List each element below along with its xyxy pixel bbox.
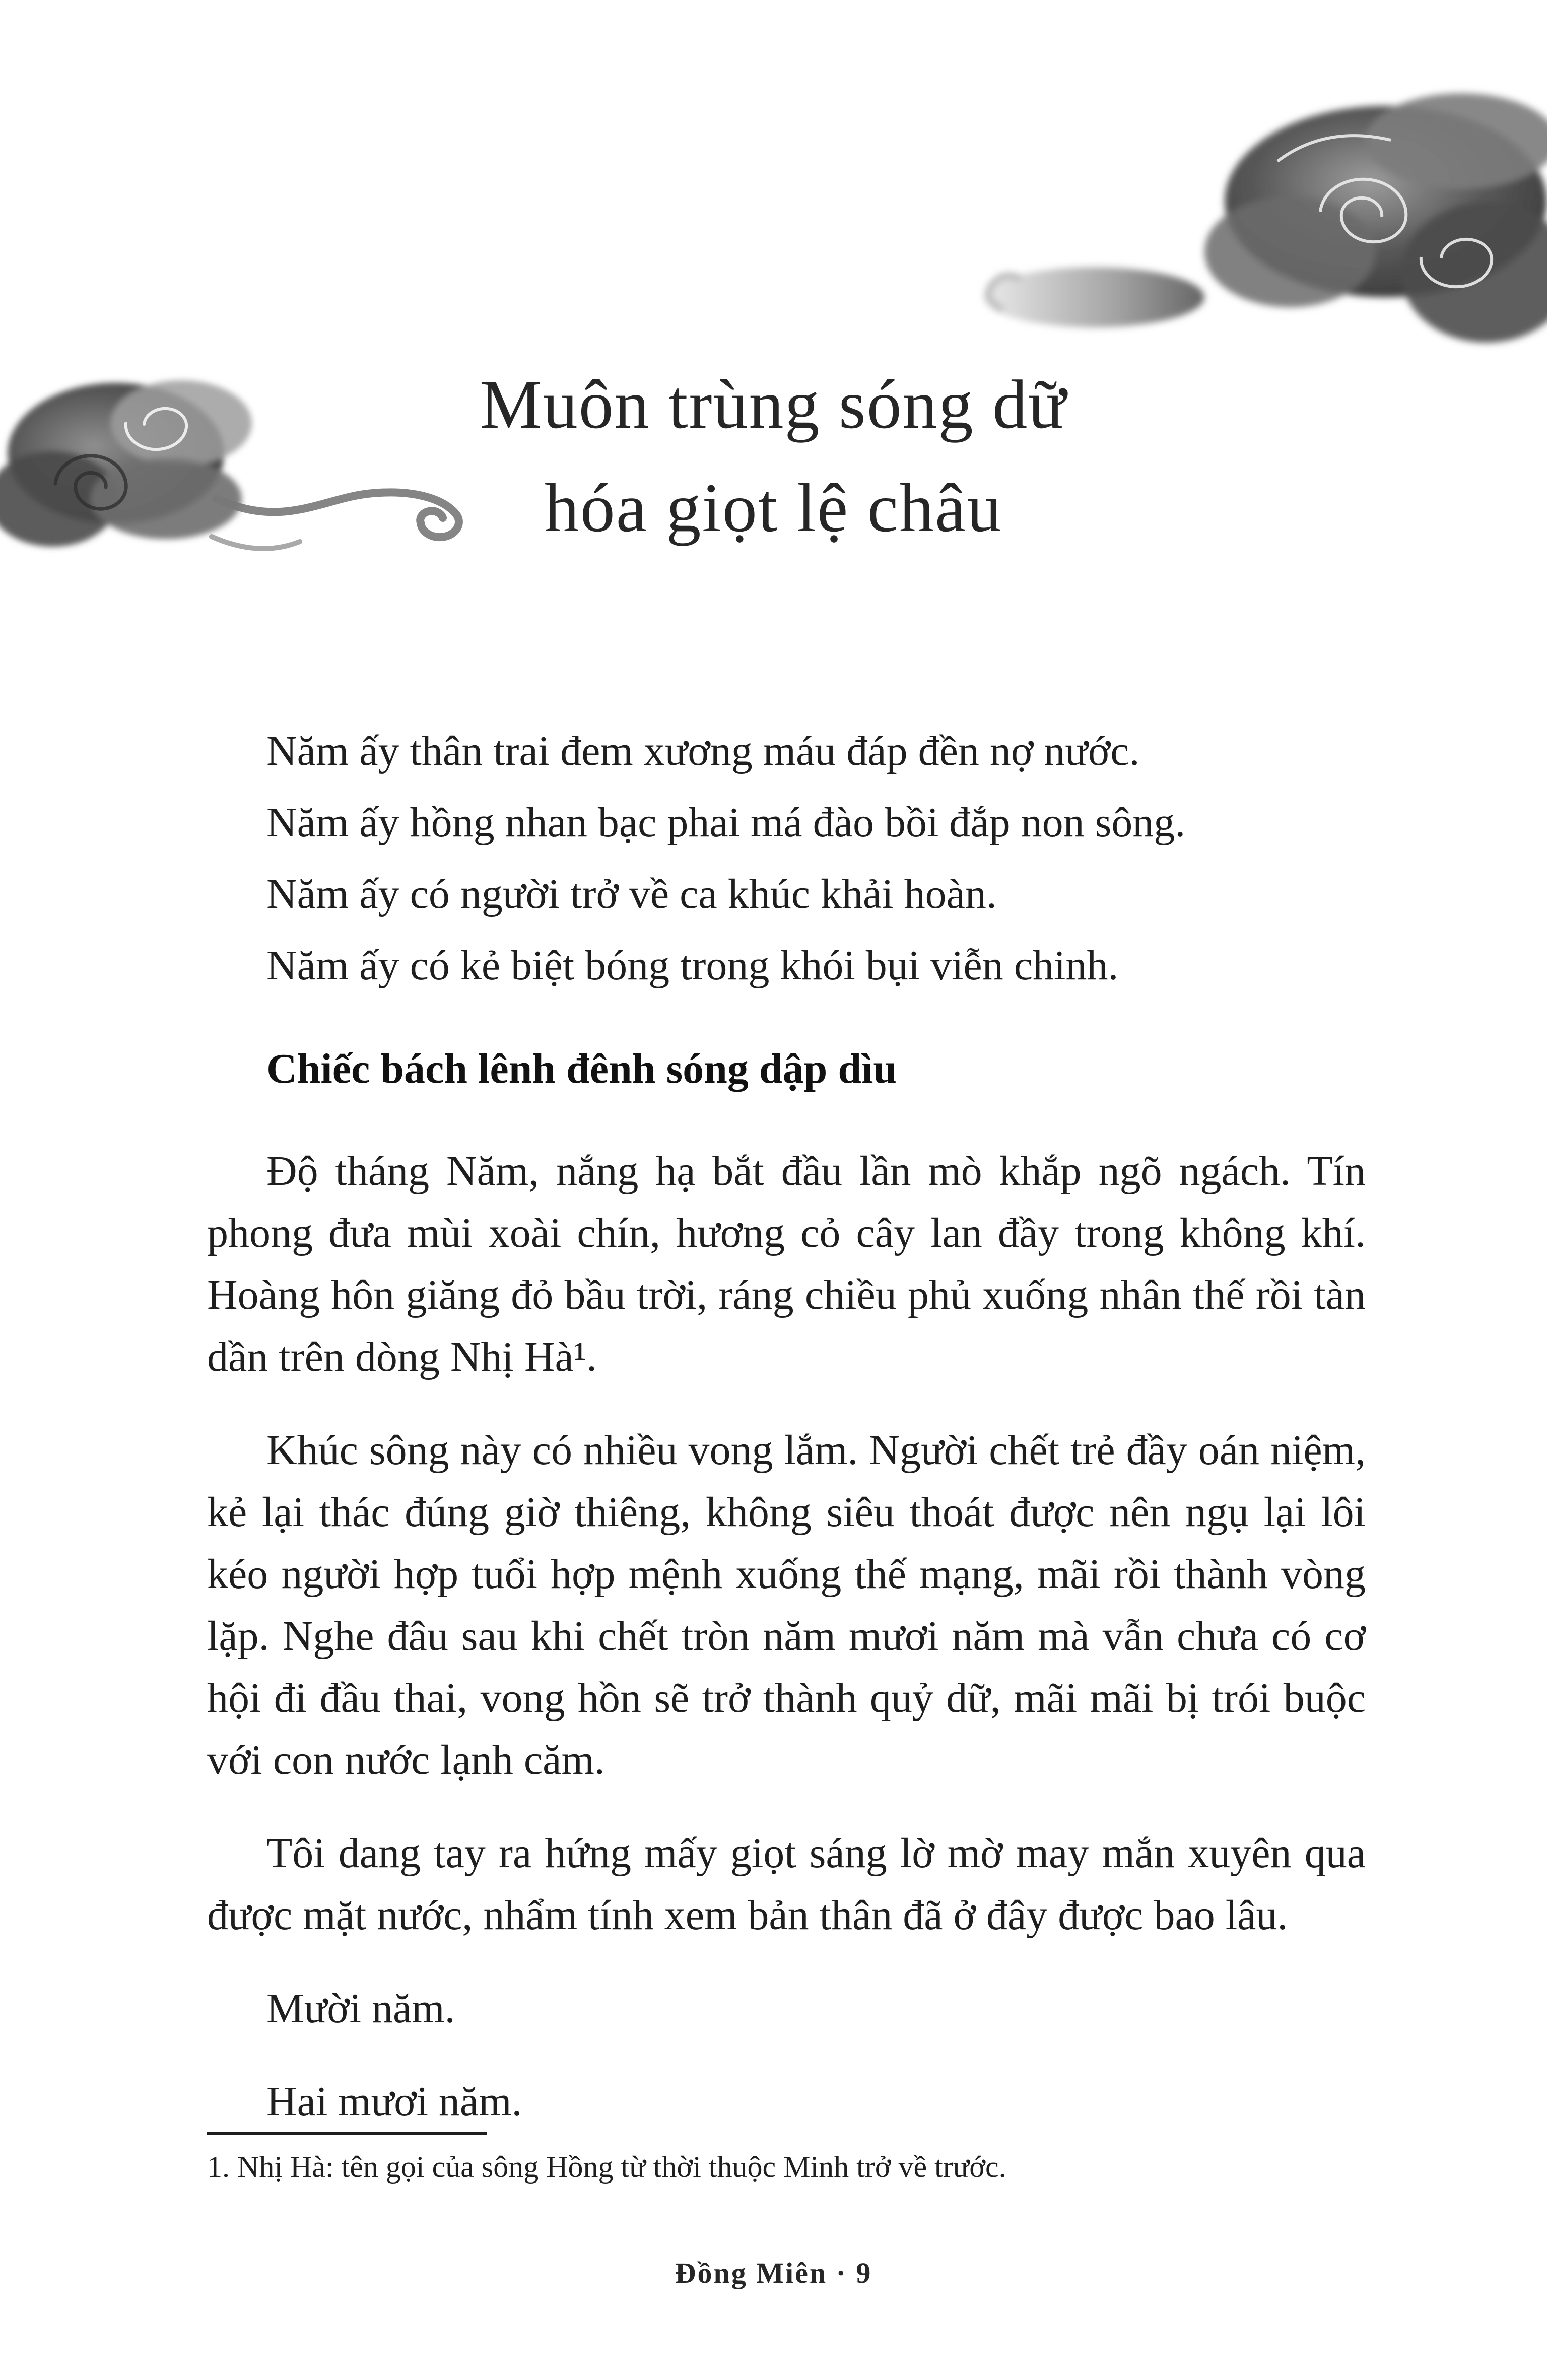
paragraph: Tôi dang tay ra hứng mấy giọt sáng lờ mờ may mắn xuyên qua được mặt nước, nhẩm tính xem bản thân đã ở đây được bao lâu. [207, 1830, 1366, 1939]
paragraph: Khúc sông này có nhiều vong lắm. Người chết trẻ đầy oán niệm, kẻ lại thác đúng giờ thiêng, không siêu thoát được nên ngụ lại lôi kéo người hợp tuổi hợp mệnh xuống thế mạng, mãi rồi thành vòng lặp. Nghe đâu sau khi chết tròn năm mươi năm mà vẫn chưa có cơ hội đi đầu thai, vong hồn sẽ trở thành quỷ dữ, mãi mãi bị trói buộc với con nước lạnh căm. [207, 1427, 1366, 1783]
page-content [207, 715, 1366, 2133]
chapter-title [0, 353, 1547, 559]
section-heading: Chiếc bách lênh đênh sóng dập dìu [266, 1045, 897, 1092]
footnote-divider [207, 2132, 487, 2135]
cloud-illustration-top-right [968, 35, 1547, 358]
poem-line: Năm ấy có kẻ biệt bóng trong khói bụi viễn chinh. [266, 942, 1119, 989]
chapter-title-line-1: Muôn trùng sóng dữ [480, 366, 1067, 443]
footnote: 1. Nhị Hà: tên gọi của sông Hồng từ thời thuộc Minh trở về trước. [207, 2150, 1006, 2184]
opening-poem [207, 715, 1366, 1002]
poem-line: Năm ấy hồng nhan bạc phai má đào bồi đắp non sông. [266, 799, 1186, 846]
poem-line: Năm ấy thân trai đem xương máu đáp đền nợ nước. [266, 728, 1140, 774]
footnote-block [207, 2132, 1366, 2186]
paragraph: Hai mươi năm. [266, 2078, 522, 2125]
paragraph: Độ tháng Năm, nắng hạ bắt đầu lần mò khắp ngõ ngách. Tín phong đưa mùi xoài chín, hương cỏ cây lan đầy trong không khí. Hoàng hôn giăng đỏ bầu trời, ráng chiều phủ xuống nhân thế rồi tàn dần trên dòng Nhị Hà¹. [207, 1148, 1366, 1380]
poem-line: Năm ấy có người trở về ca khúc khải hoàn. [266, 871, 997, 917]
paragraph: Mười năm. [266, 1985, 455, 2032]
chapter-title-line-2: hóa giọt lệ châu [544, 469, 1003, 546]
page-footer: Đồng Miên · 9 [675, 2257, 872, 2289]
